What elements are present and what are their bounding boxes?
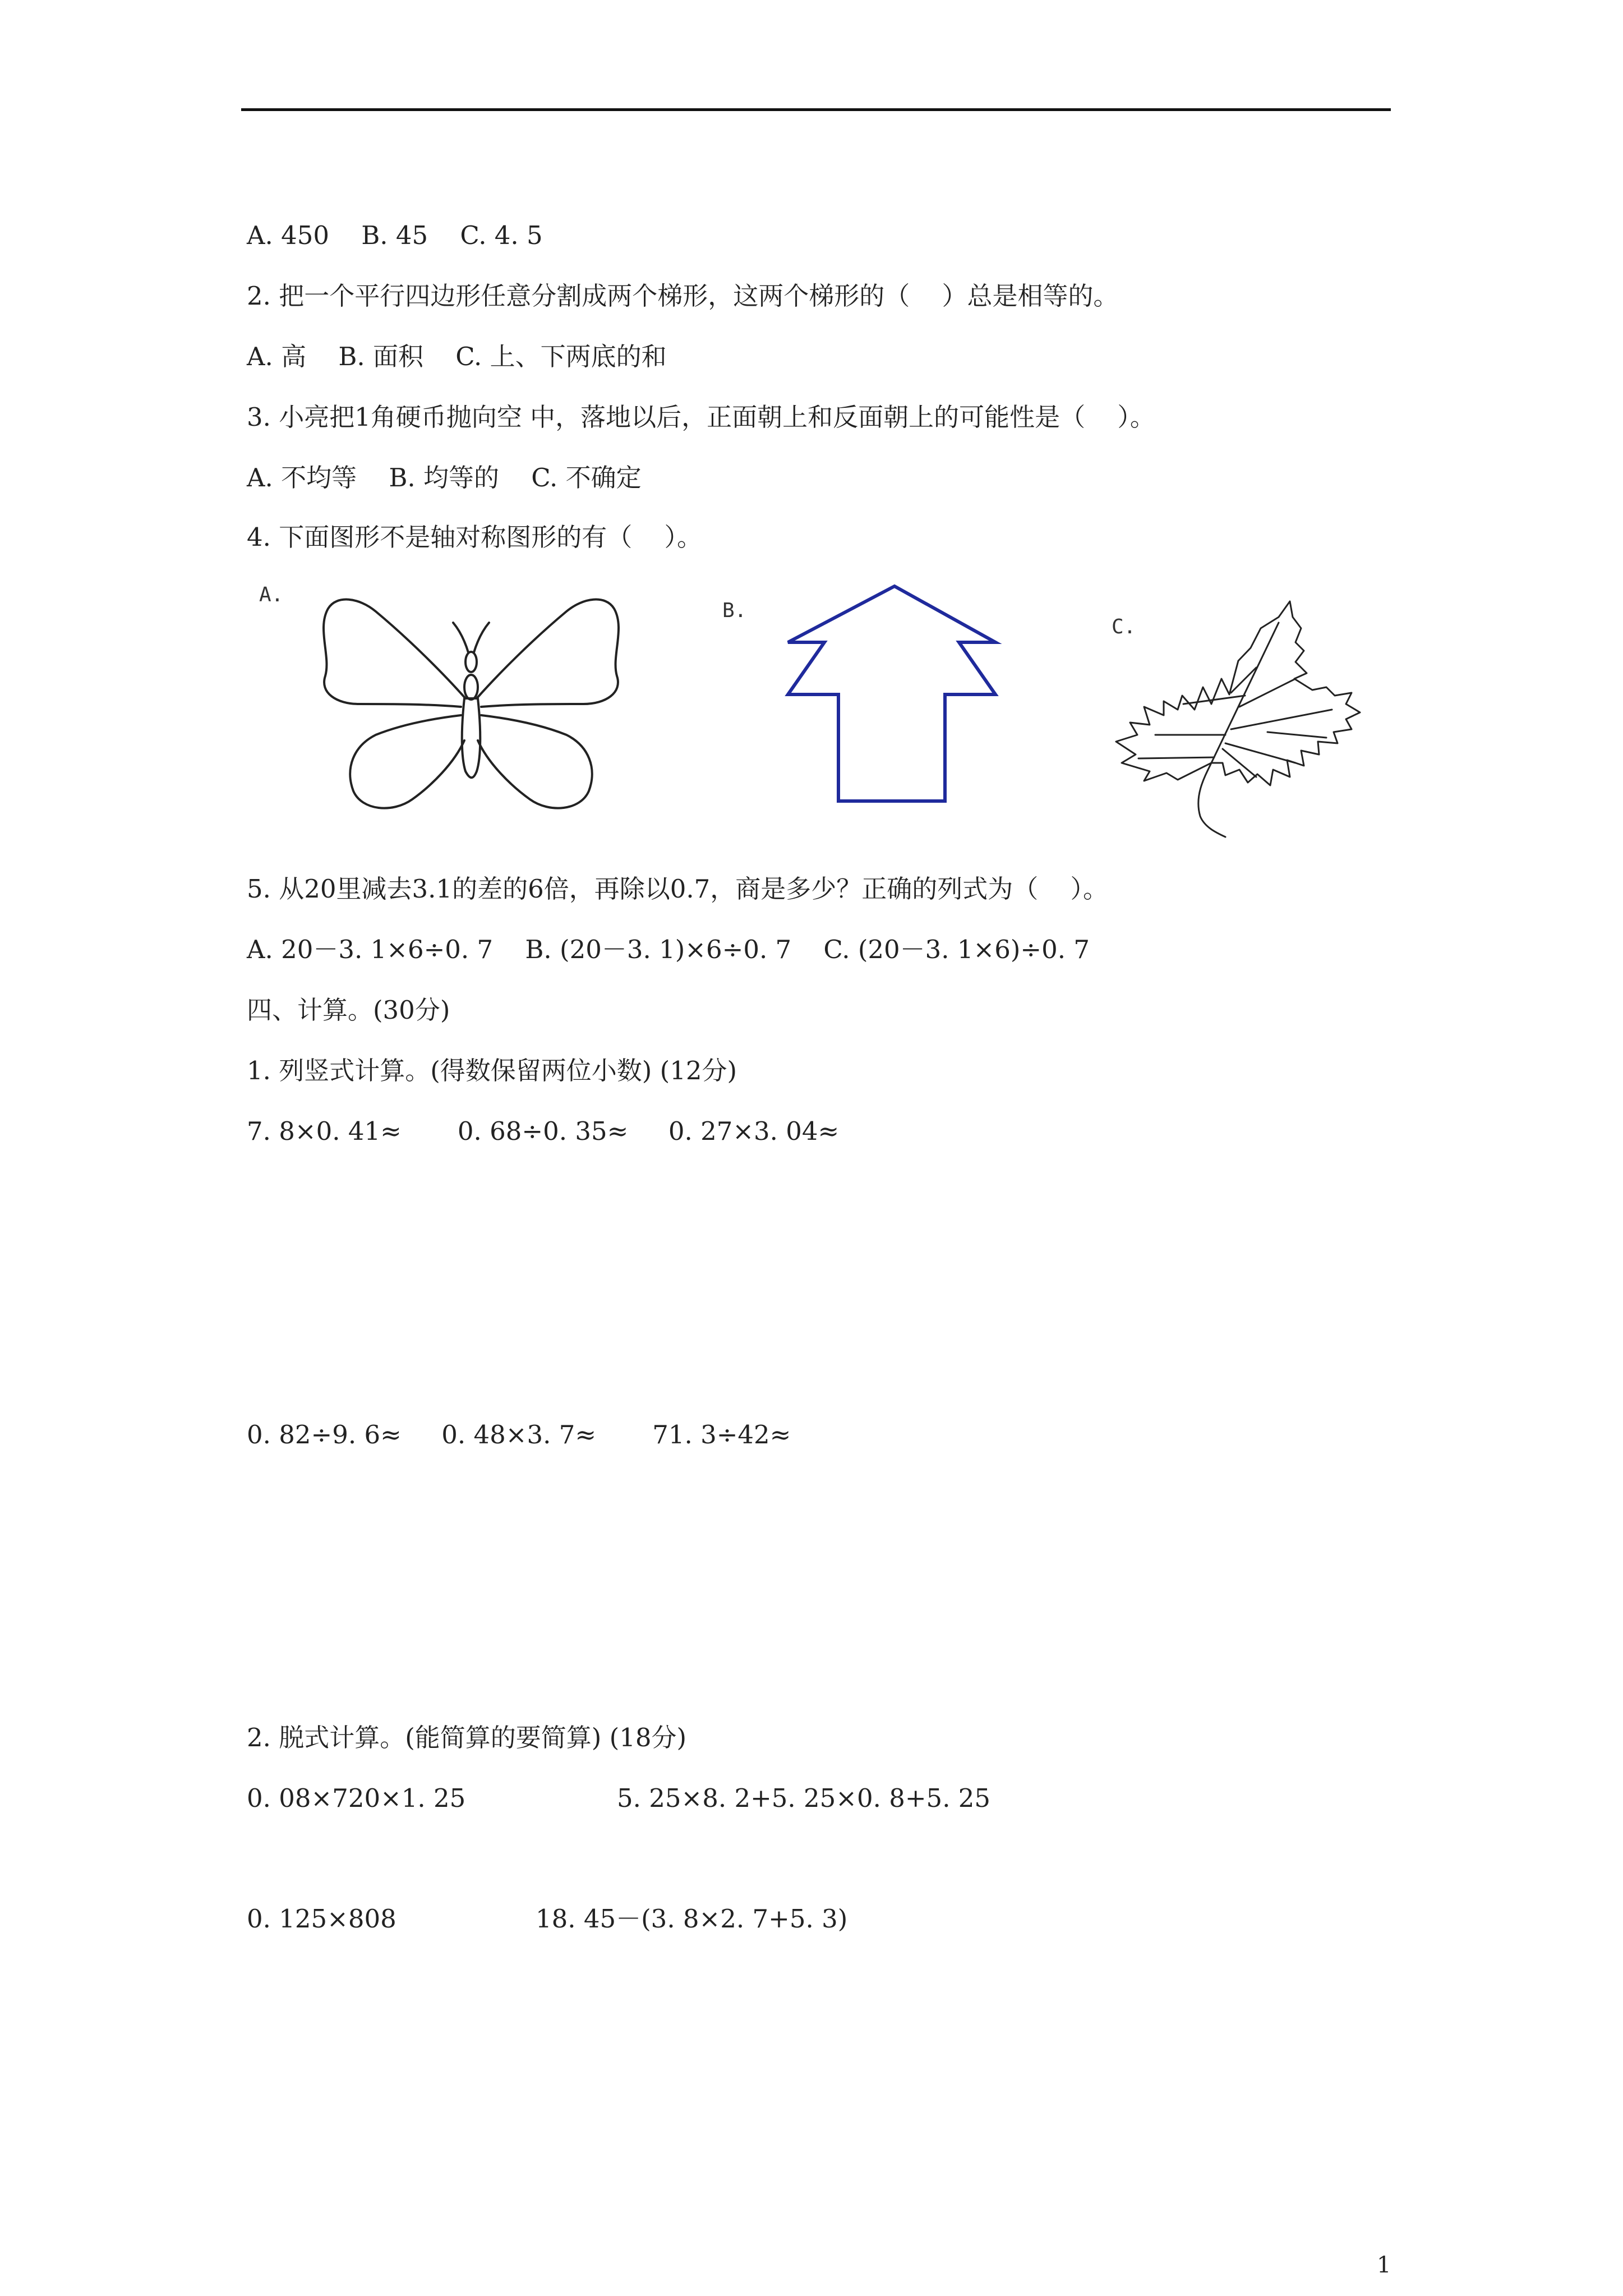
arrow-shape-icon	[780, 583, 1009, 808]
figure-a-label: A.	[259, 583, 284, 606]
part1-row2: 0. 82÷9. 6≈ 0. 48×3. 7≈ 71. 3÷42≈	[247, 1420, 791, 1450]
part2-row2-left: 0. 125×808	[247, 1904, 396, 1934]
section4-title: 四、计算。(30分)	[247, 995, 450, 1025]
part2-row2-right: 18. 45－(3. 8×2. 7+5. 3)	[536, 1904, 848, 1934]
part1-row1: 7. 8×0. 41≈ 0. 68÷0. 35≈ 0. 27×3. 04≈	[247, 1116, 840, 1146]
q5-stem: 5. 从20里减去3.1的差的6倍，再除以0.7，商是多少？正确的列式为（ ）。	[247, 874, 1108, 904]
maple-leaf-icon	[1110, 595, 1368, 841]
q1-options: A. 450 B. 45 C. 4. 5	[247, 220, 543, 250]
q4-stem: 4. 下面图形不是轴对称图形的有（ ）。	[247, 522, 702, 552]
q3-stem: 3. 小亮把1角硬币抛向空 中，落地以后，正面朝上和反面朝上的可能性是（ ）。	[247, 402, 1155, 432]
part2-row1-left: 0. 08×720×1. 25	[247, 1783, 466, 1813]
q5-options: A. 20－3. 1×6÷0. 7 B. (20－3. 1)×6÷0. 7 C. (20－3. 1×6)÷0. 7	[247, 935, 1090, 964]
header-rule	[241, 108, 1391, 111]
q2-options: A. 高 B. 面积 C. 上、下两底的和	[247, 342, 667, 371]
figure-b-label: B.	[722, 599, 747, 622]
figure-c-label: C.	[1112, 615, 1136, 638]
q2-stem: 2. 把一个平行四边形任意分割成两个梯形，这两个梯形的（ ）总是相等的。	[247, 281, 1119, 311]
q3-options: A. 不均等 B. 均等的 C. 不确定	[247, 463, 642, 493]
butterfly-icon	[314, 578, 628, 819]
page-number: 1	[1377, 2252, 1391, 2278]
part2-row1-right: 5. 25×8. 2+5. 25×0. 8+5. 25	[617, 1783, 991, 1813]
part2-title: 2. 脱式计算。(能简算的要简算) (18分)	[247, 1723, 687, 1752]
part1-title: 1. 列竖式计算。(得数保留两位小数) (12分)	[247, 1056, 737, 1085]
